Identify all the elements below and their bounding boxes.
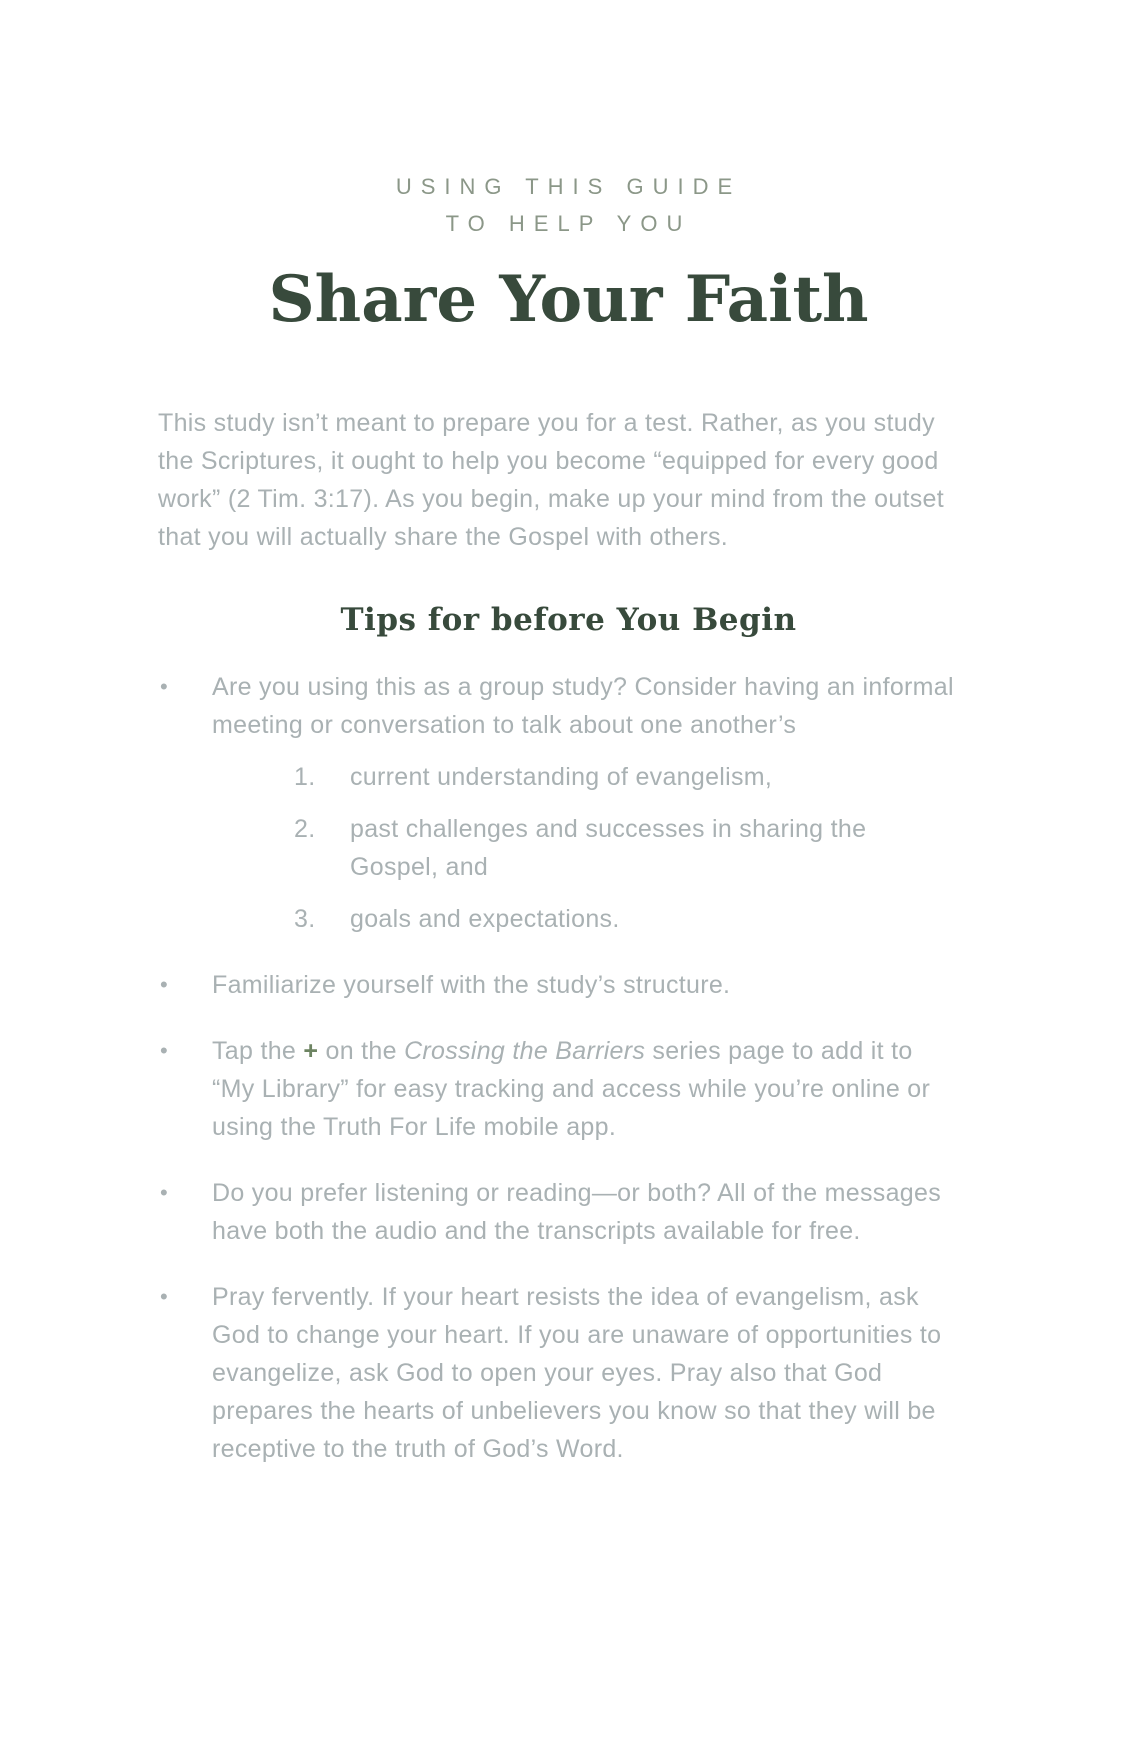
plus-icon: + xyxy=(303,1037,319,1065)
numbered-list xyxy=(294,758,980,938)
tap-plus-mid: on the xyxy=(318,1037,405,1065)
list-item-familiarize xyxy=(160,966,980,1004)
page-title: Share Your Faith xyxy=(268,262,869,337)
bullet-icon: • xyxy=(160,972,168,997)
numbered-item-number: 1. xyxy=(294,763,316,791)
tap-plus-post: series page to add it to “My Library” for easy tracking and access while you’re online or using the Truth For Life mobile app. xyxy=(212,1037,931,1141)
bullet-icon: • xyxy=(160,1180,168,1205)
numbered-item xyxy=(294,900,980,938)
numbered-item-text: current understanding of evangelism, xyxy=(350,763,773,791)
list-item-text xyxy=(212,1032,962,1146)
numbered-item-number: 3. xyxy=(294,905,316,933)
list-item-tap-plus xyxy=(160,1032,980,1146)
numbered-item-number: 2. xyxy=(294,815,316,843)
tap-plus-pre: Tap the xyxy=(212,1037,304,1065)
list-item-text: Do you prefer listening or reading—or both? All of the messages have both the audio and the transcripts available for free. xyxy=(212,1179,942,1245)
list-item-listening-reading xyxy=(160,1174,980,1250)
numbered-item-text: past challenges and successes in sharing the Gospel, and xyxy=(350,815,867,881)
numbered-item xyxy=(294,810,980,886)
section-heading: Tips for before You Begin xyxy=(340,602,797,638)
bullet-icon: • xyxy=(160,1284,168,1309)
numbered-item-text: goals and expectations. xyxy=(350,905,620,933)
eyebrow-line-1: USING THIS GUIDE xyxy=(395,174,742,199)
list-item-group-study xyxy=(160,668,980,938)
list-item-text: Familiarize yourself with the study’s structure. xyxy=(212,971,731,999)
intro-paragraph: This study isn’t meant to prepare you for a test. Rather, as you study the Scriptures, it ought to help you become “equipped for every good work” (2 Tim. 3:17). As you begin, make up your mind from the outset that you will actually share the Gospel with others. xyxy=(158,409,945,551)
eyebrow-line-2: TO HELP YOU xyxy=(445,211,692,236)
bullet-icon: • xyxy=(160,1038,168,1063)
numbered-item xyxy=(294,758,980,796)
tips-list xyxy=(160,668,980,1468)
eyebrow-heading xyxy=(0,168,1137,242)
bullet-icon: • xyxy=(160,674,168,699)
list-item-pray xyxy=(160,1278,980,1468)
series-title-italic: Crossing the Barriers xyxy=(404,1037,646,1065)
list-item-text: Are you using this as a group study? Consider having an informal meeting or conversation to talk about one another’s xyxy=(212,673,954,739)
list-item-text: Pray fervently. If your heart resists the idea of evangelism, ask God to change your heart. If you are unaware of opportunities to evangelize, ask God to open your eyes. Pray also that God prepares the hearts of unbelievers you know so that they will be receptive to the truth of God’s Word. xyxy=(212,1283,942,1463)
